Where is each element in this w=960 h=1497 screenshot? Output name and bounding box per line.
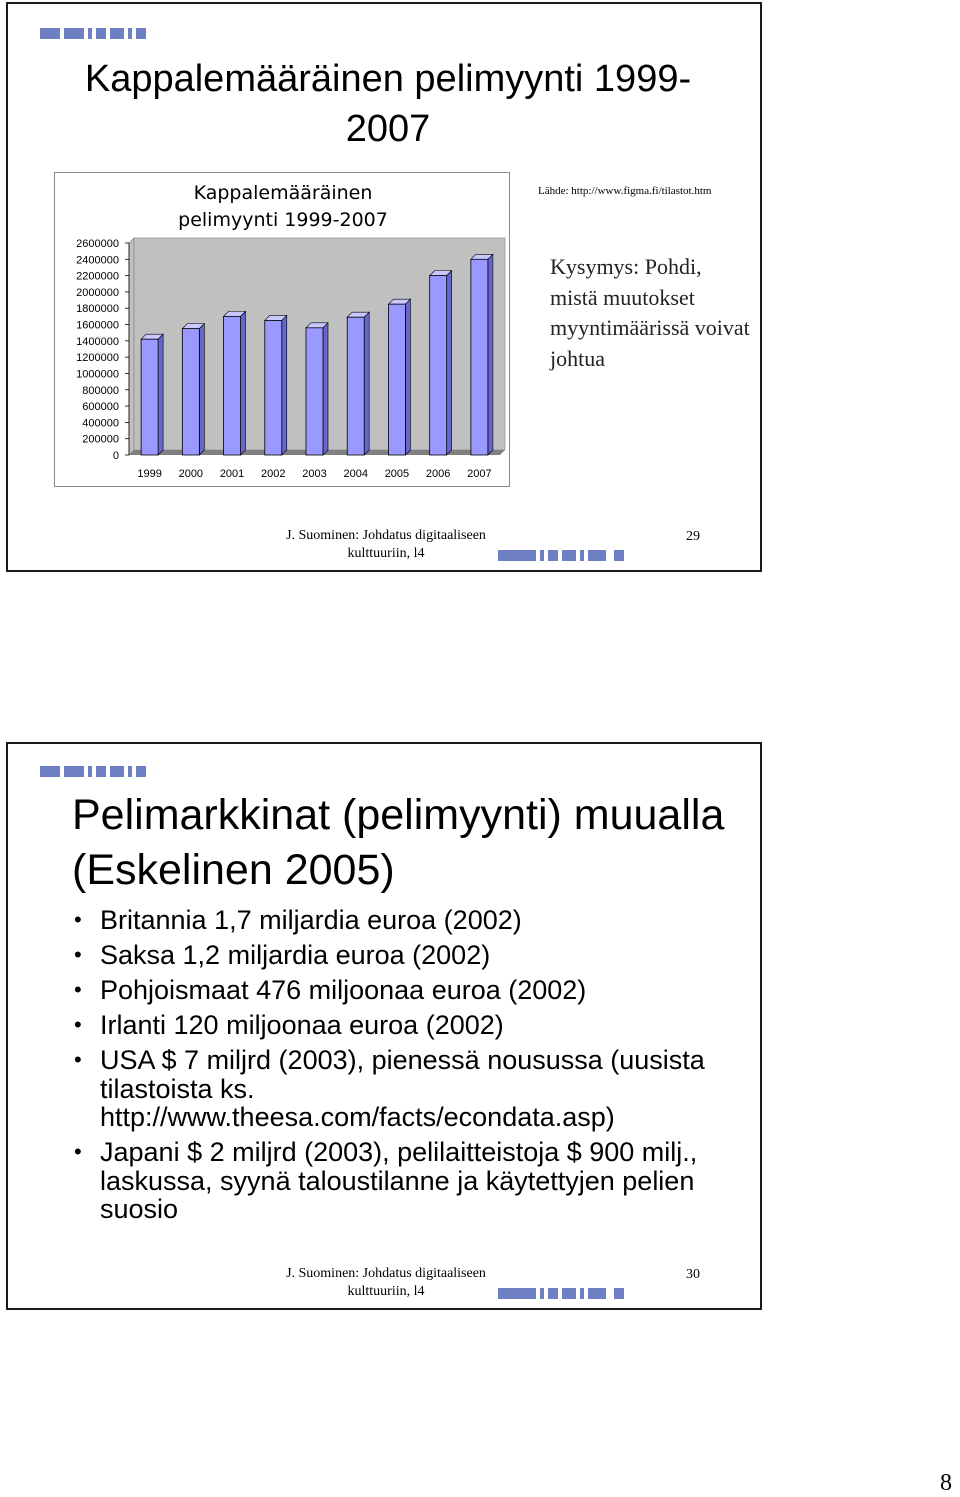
y-tick-label: 800000 [82,384,119,397]
y-tick-label: 400000 [82,417,119,430]
slide-decoration-top [40,766,150,777]
x-tick-label: 2005 [384,468,410,480]
bullet-item: • Pohjoismaat 476 miljoonaa euroa (2002) [74,975,587,1005]
y-tick-label: 600000 [82,401,119,414]
y-tick-label: 2600000 [76,238,119,250]
svg-text:Kappalemääräinen: Kappalemääräinen [193,182,373,204]
bar [347,317,364,455]
bar [265,320,282,455]
x-tick-label: 2004 [343,468,368,480]
bar [388,304,405,455]
bar-side [199,324,204,455]
y-tick-label: 0 [112,450,119,462]
bar [471,259,488,455]
x-tick-label: 2006 [425,468,451,480]
bullet-item: • Japani $ 2 miljrd (2003), pelilaitteistoja $ 900 milj., laskussa, syynä taloustilanne ja käytettyjen pelien suosio [74,1137,698,1224]
slide-footer: J. Suominen: Johdatus digitaaliseen kulttuuriin, l4 [286,528,486,561]
slide-number: 30 [686,1267,700,1282]
slide-title: Pelimarkkinat (pelimyynti) muualla (Eskelinen 2005) [72,791,725,894]
chart-side-wall [129,238,134,455]
x-tick-label: 2003 [302,468,327,480]
source-note: Lähde: http://www.figma.fi/tilastot.htm [538,185,712,197]
y-tick-label: 2400000 [76,254,119,267]
x-tick-label: 2000 [178,468,204,480]
y-tick-label: 1600000 [76,319,119,332]
y-tick-label: 1400000 [76,335,119,348]
bar-side [323,323,328,455]
bar-side [158,334,163,455]
svg-text:pelimyynti 1999-2007: pelimyynti 1999-2007 [178,209,388,231]
bar-side [282,315,287,455]
y-tick-label: 1800000 [76,303,119,316]
bullet-item: • USA $ 7 miljrd (2003), pienessä nousussa (uusista tilastoista ks. http://www.theesa.com/facts/econdata.asp) [74,1045,705,1132]
chart-svg [55,173,509,486]
y-tick-label: 2200000 [76,270,119,283]
slide-decoration-bottom [498,550,628,561]
slide-29 [6,2,762,572]
question-text: Kysymys: Pohdi, mistä muutokset myyntimäärissä voivat johtua [550,254,750,371]
bullet-list [72,906,732,1230]
slide-footer: J. Suominen: Johdatus digitaaliseen kulttuuriin, l4 [286,1266,486,1299]
x-tick-label: 2001 [219,468,245,480]
bullet-item: • Irlanti 120 miljoonaa euroa (2002) [74,1010,504,1040]
bar-side [447,271,452,455]
slide-decoration-top [40,28,150,39]
bar-side [405,299,410,455]
bar-side [241,311,246,455]
bar-side [364,312,369,455]
bar [224,316,241,455]
y-tick-label: 1000000 [76,368,119,381]
y-tick-label: 200000 [82,433,119,446]
slide-number: 29 [686,529,700,544]
bullet-item: • Britannia 1,7 miljardia euroa (2002) [74,905,522,935]
bar [141,339,158,455]
slide-title: Kappalemääräinen pelimyynti 1999-2007 [84,58,692,150]
bar-chart [54,172,510,487]
bar [306,328,323,455]
page-number: 8 [940,1470,952,1496]
slide-30 [6,742,762,1310]
bullet-item: • Saksa 1,2 miljardia euroa (2002) [74,940,491,970]
x-tick-label: 2002 [261,468,286,480]
x-tick-label: 1999 [137,468,162,480]
x-tick-label: 2007 [467,468,492,480]
y-tick-label: 2000000 [76,286,119,299]
bar [182,329,199,455]
bar [430,276,447,455]
y-tick-label: 1200000 [76,352,119,365]
chart-title [178,182,388,231]
bar-side [488,254,493,455]
slide-decoration-bottom [498,1288,628,1299]
